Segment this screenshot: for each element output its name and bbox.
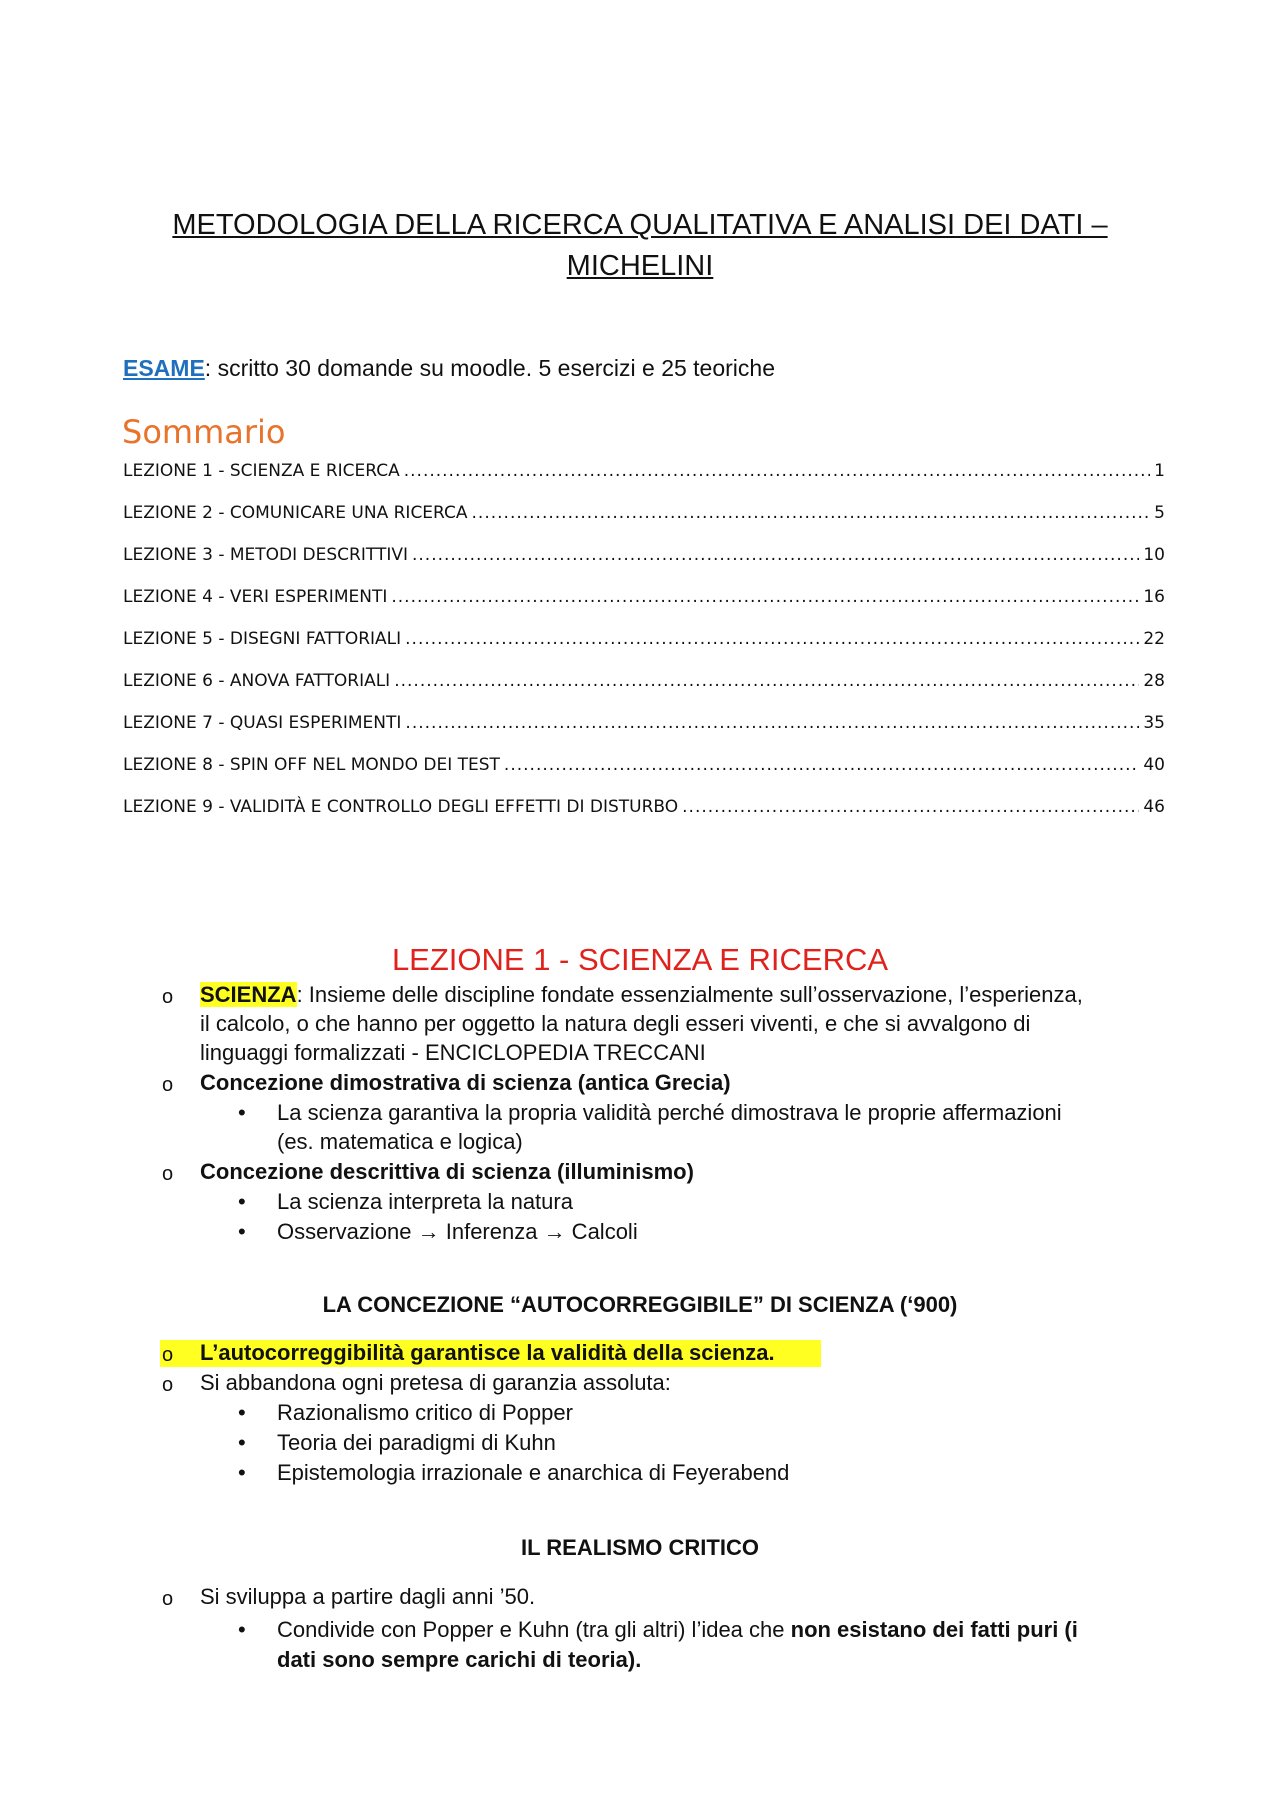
toc-entry-page: 35 bbox=[1143, 713, 1165, 733]
realismo-b1-bold-2: dati sono sempre carichi di teoria). bbox=[277, 1647, 642, 1672]
lesson-1-heading: LEZIONE 1 - SCIENZA E RICERCA bbox=[391, 942, 889, 977]
toc-entry-page: 5 bbox=[1154, 503, 1165, 523]
descrittiva-b1: La scienza interpreta la natura bbox=[277, 1189, 573, 1214]
toc-entry-page: 22 bbox=[1143, 629, 1165, 649]
autocorr-p2: Si abbandona ogni pretesa di garanzia assoluta: bbox=[200, 1370, 671, 1395]
scienza-label: SCIENZA bbox=[200, 982, 297, 1007]
toc-dots bbox=[504, 755, 1139, 775]
toc-entry[interactable] bbox=[123, 797, 1165, 817]
toc-entry-label: LEZIONE 2 - COMUNICARE UNA RICERCA bbox=[123, 503, 468, 523]
bullet-o: o bbox=[162, 1074, 174, 1096]
realismo-b1-line-2 bbox=[277, 1647, 641, 1673]
scienza-line-1: : Insieme delle discipline fondate essenzialmente sull’osservazione, l’esperienza, bbox=[296, 982, 1083, 1007]
dimostrativa-text: Concezione dimostrativa di scienza (antica Grecia) bbox=[200, 1070, 731, 1095]
toc-dots bbox=[472, 503, 1151, 523]
bullet-o: o bbox=[162, 986, 174, 1008]
toc-dots bbox=[682, 797, 1139, 817]
toc-dots bbox=[394, 671, 1139, 691]
toc-dots bbox=[412, 545, 1139, 565]
bullet-dot: • bbox=[238, 1189, 246, 1214]
toc-entry[interactable] bbox=[123, 755, 1165, 775]
scienza-line-2: il calcolo, o che hanno per oggetto la natura degli esseri viventi, e che si avvalgono di bbox=[200, 1011, 1031, 1036]
toc-dots bbox=[404, 461, 1150, 481]
bullet-dot: • bbox=[238, 1617, 246, 1642]
esame-label: ESAME bbox=[123, 355, 205, 381]
toc-entry-page: 28 bbox=[1143, 671, 1165, 691]
toc-entry[interactable] bbox=[123, 713, 1165, 733]
autocorr-heading: LA CONCEZIONE “AUTOCORREGGIBILE” DI SCIENZA (‘900) bbox=[322, 1292, 958, 1317]
realismo-heading: IL REALISMO CRITICO bbox=[521, 1535, 759, 1560]
toc-dots bbox=[391, 587, 1139, 607]
toc-entry-label: LEZIONE 4 - VERI ESPERIMENTI bbox=[123, 587, 388, 607]
bullet-dot: • bbox=[238, 1430, 246, 1455]
bullet-o: o bbox=[162, 1344, 174, 1366]
descrittiva-b2: Osservazione → Inferenza → Calcoli bbox=[277, 1219, 638, 1244]
esame-text: : scritto 30 domande su moodle. 5 esercizi e 25 teoriche bbox=[204, 355, 775, 381]
toc-entry-label: LEZIONE 6 - ANOVA FATTORIALI bbox=[123, 671, 391, 691]
sommario-title: Sommario bbox=[122, 413, 286, 451]
autocorr-b2: Teoria dei paradigmi di Kuhn bbox=[277, 1430, 556, 1455]
toc-entry-page: 10 bbox=[1143, 545, 1165, 565]
bullet-dot: • bbox=[238, 1400, 246, 1425]
toc-entry[interactable] bbox=[123, 545, 1165, 565]
bullet-dot: • bbox=[238, 1460, 246, 1485]
dimostrativa-b1-line-1: La scienza garantiva la propria validità perché dimostrava le proprie affermazioni bbox=[277, 1100, 1062, 1125]
toc-entry-label: LEZIONE 8 - SPIN OFF NEL MONDO DEI TEST bbox=[123, 755, 500, 775]
toc-entry[interactable] bbox=[123, 671, 1165, 691]
esame-line bbox=[123, 355, 775, 382]
toc-entry-page: 1 bbox=[1154, 461, 1165, 481]
toc-entry-label: LEZIONE 5 - DISEGNI FATTORIALI bbox=[123, 629, 402, 649]
toc-entry-page: 16 bbox=[1143, 587, 1165, 607]
toc-entry-label: LEZIONE 1 - SCIENZA E RICERCA bbox=[123, 461, 400, 481]
toc-entry-page: 40 bbox=[1143, 755, 1165, 775]
bullet-o: o bbox=[162, 1374, 174, 1396]
realismo-b1-pre: Condivide con Popper e Kuhn (tra gli altri) l’idea che bbox=[277, 1617, 791, 1642]
bullet-dot: • bbox=[238, 1100, 246, 1125]
autocorr-p1: L’autocorreggibilità garantisce la validità della scienza. bbox=[200, 1340, 775, 1365]
bullet-dot: • bbox=[238, 1219, 246, 1244]
toc-entry[interactable] bbox=[123, 629, 1165, 649]
toc-entry-page: 46 bbox=[1143, 797, 1165, 817]
toc-entry[interactable] bbox=[123, 503, 1165, 523]
descrittiva-text: Concezione descrittiva di scienza (illuminismo) bbox=[200, 1159, 694, 1184]
toc-entry[interactable] bbox=[123, 461, 1165, 481]
toc-entry-label: LEZIONE 7 - QUASI ESPERIMENTI bbox=[123, 713, 402, 733]
dimostrativa-b1-line-2: (es. matematica e logica) bbox=[277, 1129, 523, 1154]
bullet-o: o bbox=[162, 1588, 174, 1610]
autocorr-b1: Razionalismo critico di Popper bbox=[277, 1400, 573, 1425]
autocorr-b3: Epistemologia irrazionale e anarchica di Feyerabend bbox=[277, 1460, 790, 1485]
bullet-o: o bbox=[162, 1163, 174, 1185]
realismo-p1: Si sviluppa a partire dagli anni ’50. bbox=[200, 1584, 536, 1609]
toc-dots bbox=[405, 629, 1139, 649]
document-title bbox=[0, 205, 1280, 287]
title-line-2: MICHELINI bbox=[566, 250, 714, 282]
toc-entry[interactable] bbox=[123, 587, 1165, 607]
title-line-1: METODOLOGIA DELLA RICERCA QUALITATIVA E ANALISI DEI DATI – bbox=[172, 209, 1108, 241]
scienza-line-3: linguaggi formalizzati - ENCICLOPEDIA TRECCANI bbox=[200, 1040, 706, 1065]
toc-entry-label: LEZIONE 3 - METODI DESCRITTIVI bbox=[123, 545, 408, 565]
toc-entry-label: LEZIONE 9 - VALIDITÀ E CONTROLLO DEGLI EFFETTI DI DISTURBO bbox=[123, 797, 679, 817]
realismo-b1-bold-1: non esistano dei fatti puri (i bbox=[790, 1617, 1078, 1642]
toc-dots bbox=[405, 713, 1139, 733]
